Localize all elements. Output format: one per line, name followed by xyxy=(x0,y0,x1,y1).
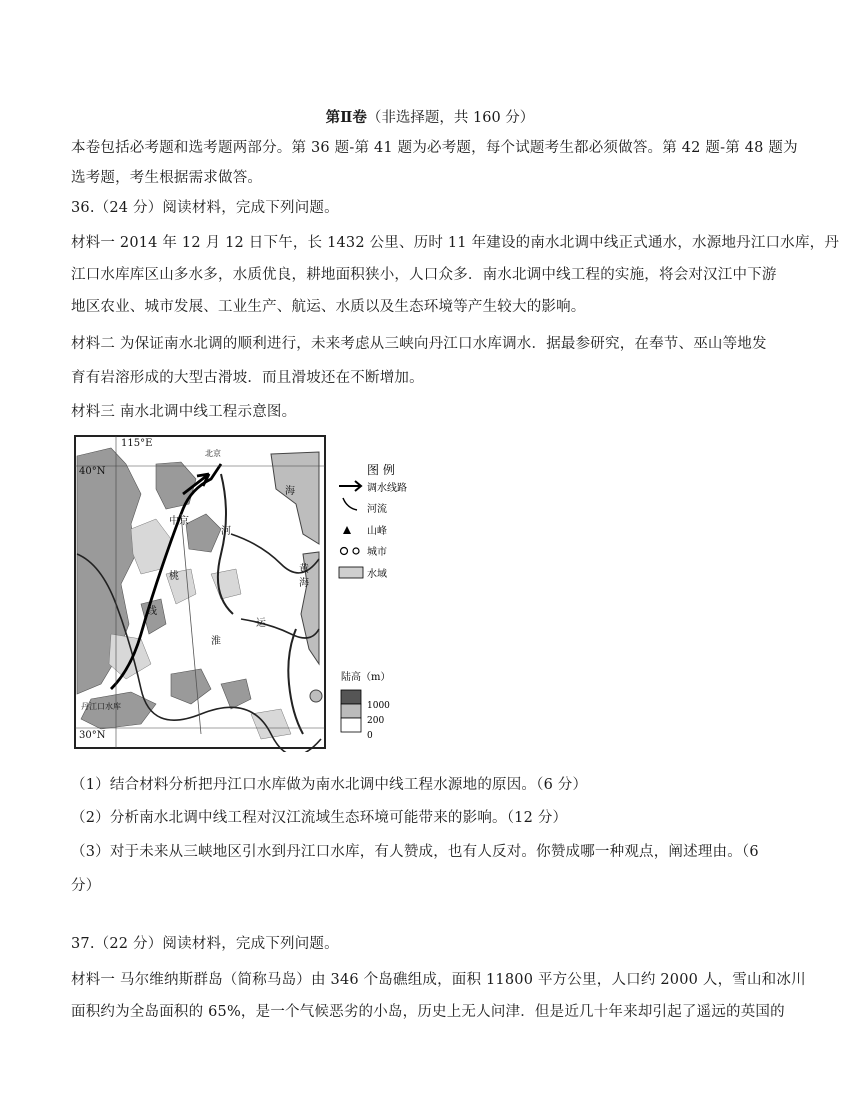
legend-item-city: 城市 xyxy=(367,547,387,558)
legend-item-route: 调水线路 xyxy=(367,483,407,494)
material1-line-3: 地区农业、城市发展、工业生产、航运、水质以及生态环境等产生较大的影响。 xyxy=(71,299,586,315)
section-title-bold: 第Ⅱ卷 xyxy=(325,109,367,126)
elevation-high-swatch xyxy=(341,690,361,704)
yellow-sea-char-1: 黄 xyxy=(299,564,309,575)
yellow-sea-char-2: 海 xyxy=(299,578,309,589)
material3-caption: 材料三 南水北调中线工程示意图。 xyxy=(71,404,297,420)
legend-item-river: 河流 xyxy=(367,504,387,515)
beijing-label: 北京 xyxy=(205,449,221,458)
elevation-value-0: 0 xyxy=(367,731,373,741)
route-line-label: 线 xyxy=(147,606,157,617)
question-2: （2）分析南水北调中线工程对汉江流域生态环境可能带来的影响。（12 分） xyxy=(71,810,568,826)
section-title-rest: （非选择题，共 160 分） xyxy=(366,110,535,126)
q36-header: 36.（24 分）阅读材料，完成下列问题。 xyxy=(71,200,339,216)
tao-label: 桃 xyxy=(169,571,179,582)
q37-material1-line-1: 材料一 马尔维纳斯群岛（简称马岛）由 346 个岛礁组成，面积 11800 平方公里，人口约 2000 人，雪山和冰川 xyxy=(71,972,806,988)
danjiangkou-label: 丹江口水库 xyxy=(81,702,121,711)
longitude-label: 115°E xyxy=(121,438,153,449)
question-3-line-1: （3）对于未来从三峡地区引水到丹江口水库，有人赞成，也有人反对。你赞成哪一种观点，阐述理由。（6 xyxy=(71,844,759,860)
question-1: （1）结合材料分析把丹江口水库做为南水北调中线工程水源地的原因。（6 分） xyxy=(71,777,588,793)
elevation-value-200: 200 xyxy=(367,716,385,726)
bohai-label: 海 xyxy=(285,486,295,497)
zhongjing-label: 中京 xyxy=(169,516,189,527)
elevation-mid-swatch xyxy=(341,704,361,718)
legend-item-peak: 山峰 xyxy=(367,526,387,537)
south-north-water-diversion-map xyxy=(71,434,455,752)
elevation-value-1000: 1000 xyxy=(367,701,390,711)
intro-line-2: 选考题，考生根据需求做答。 xyxy=(71,170,263,186)
latitude-top-label: 40°N xyxy=(79,466,106,477)
material2-line-2: 育有岩溶形成的大型古滑坡．而且滑坡还在不断增加。 xyxy=(71,370,424,386)
question-3-line-2: 分） xyxy=(71,878,101,894)
elevation-low-swatch xyxy=(341,718,361,732)
river-he-label: 河 xyxy=(221,526,231,537)
q37-material1-line-2: 面积约为全岛面积的 65%，是一个气候恶劣的小岛，历史上无人问津．但是近几十年来却引起了遥远的英国的 xyxy=(71,1004,785,1020)
material2-line-1: 材料二 为保证南水北调的顺利进行，未来考虑从三峡向丹江口水库调水．据最参研究，在奉节、巫山等地发 xyxy=(71,336,767,352)
section-title xyxy=(0,106,860,127)
water-icon xyxy=(339,567,363,578)
material1-line-2: 江口水库库区山多水多，水质优良，耕地面积狭小，人口众多．南水北调中线工程的实施，将会对汉江中下游 xyxy=(71,267,777,283)
material1-line-1: 材料一 2014 年 12 月 12 日下午，长 1432 公里、历时 11 年建设的南水北调中线正式通水，水源地丹江口水库，丹 xyxy=(71,235,840,251)
latitude-bottom-label: 30°N xyxy=(79,730,106,741)
elevation-title: 陆高（m） xyxy=(341,672,391,683)
q37-header: 37.（22 分）阅读材料，完成下列问题。 xyxy=(71,936,339,952)
yun-label: 运 xyxy=(256,618,266,629)
huai-label: 淮 xyxy=(211,636,221,647)
legend-item-water: 水域 xyxy=(367,569,387,580)
intro-line-1: 本卷包括必考题和选考题两部分。第 36 题-第 41 题为必考题，每个试题考生都必须做答。第 42 题-第 48 题为 xyxy=(71,140,798,156)
legend-title: 图 例 xyxy=(367,463,395,477)
